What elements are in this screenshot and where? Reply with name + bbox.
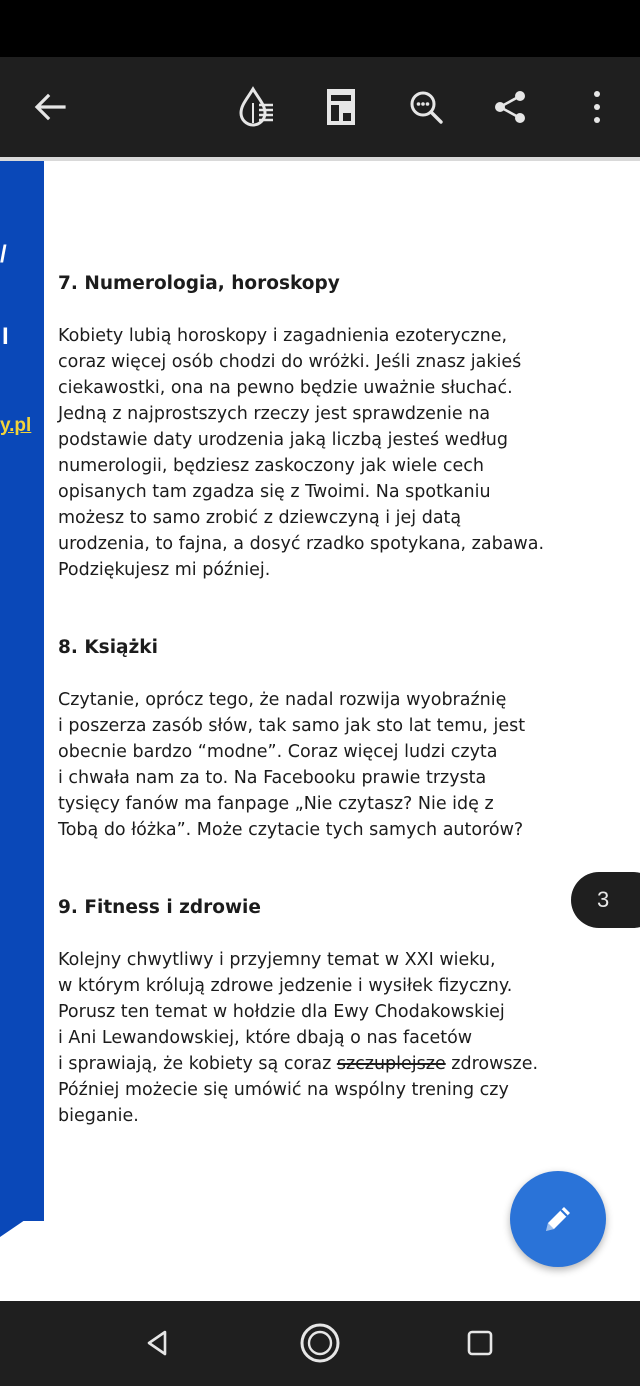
sidebar-band — [0, 161, 44, 1221]
text-after-strike: zdrowsze. — [445, 1054, 539, 1074]
system-nav-bar — [0, 1301, 640, 1386]
share-button[interactable] — [482, 79, 538, 135]
reading-mode-button[interactable] — [229, 79, 285, 135]
text-line: tysięcy fanów ma fanpage „Nie czytasz? Nie idę z — [58, 794, 494, 814]
nav-recents-square-icon — [466, 1329, 494, 1357]
text-line: Kolejny chwytliwy i przyjemny temat w XXI wieku, — [58, 950, 496, 970]
text-line: i poszerza zasób słów, tak samo jak sto lat temu, jest — [58, 716, 526, 736]
text-line: podstawie daty urodzenia jaką liczbą jesteś według — [58, 430, 509, 450]
more-vert-icon — [591, 89, 603, 125]
section-heading: 7. Numerologia, horoskopy — [58, 273, 340, 294]
page-number: 3 — [597, 887, 610, 912]
text-line: Później możecie się umówić na wspólny trening czy — [58, 1080, 509, 1100]
text-line: opisanych tam zgadza się z Twoimi. Na spotkaniu — [58, 482, 491, 502]
page-layout-icon — [321, 85, 361, 129]
search-icon — [406, 87, 446, 127]
status-bar — [0, 0, 640, 57]
document-text — [58, 271, 618, 1129]
text-line: Kobiety lubią horoskopy i zagadnienia ezoteryczne, — [58, 326, 508, 346]
nav-home-button[interactable] — [292, 1315, 348, 1371]
more-options-button[interactable] — [569, 79, 625, 135]
text-line: coraz więcej osób chodzi do wróżki. Jeśli znasz jakieś — [58, 352, 522, 372]
page-indicator — [571, 872, 640, 928]
text-line: Porusz ten temat w hołdzie dla Ewy Chodakowskiej — [58, 1002, 505, 1022]
text-line: Jedną z najprostszych rzeczy jest sprawdzenie na — [58, 404, 491, 424]
nav-back-button[interactable] — [130, 1315, 186, 1371]
band-glyph-mid: I — [2, 323, 9, 350]
sidebar-band-tip — [0, 1207, 44, 1237]
edit-fab-button[interactable] — [510, 1171, 606, 1267]
text-line: i chwała nam za to. Na Facebooku prawie trzysta — [58, 768, 487, 788]
page-layout-button[interactable] — [313, 79, 369, 135]
text-line: bieganie. — [58, 1106, 139, 1126]
section-heading: 9. Fitness i zdrowie — [58, 897, 261, 918]
section-heading: 8. Książki — [58, 637, 158, 658]
drop-lines-icon — [233, 83, 281, 131]
nav-recents-button[interactable] — [452, 1315, 508, 1371]
search-button[interactable] — [398, 79, 454, 135]
text-line: Czytanie, oprócz tego, że nadal rozwija wyobraźnię — [58, 690, 507, 710]
text-line: numerologii, będziesz zaskoczony jak wiele cech — [58, 456, 484, 476]
band-glyph-top: / — [0, 241, 7, 268]
arrow-left-icon — [32, 89, 68, 125]
text-line: urodzenia, to fajna, a dosyć rzadko spotykana, zabawa. — [58, 534, 545, 554]
text-line: Tobą do łóżka”. Może czytacie tych samych autorów? — [58, 820, 524, 840]
share-icon — [491, 88, 529, 126]
text-line: ciekawostki, ona na pewno będzie uważnie słuchać. — [58, 378, 513, 398]
document-page[interactable] — [0, 161, 640, 1301]
text-line: i Ani Lewandowskiej, które dbają o nas facetów — [58, 1028, 473, 1048]
pencil-edit-icon — [538, 1199, 578, 1239]
text-line: w którym królują zdrowe jedzenie i wysiłek fizyczny. — [58, 976, 513, 996]
back-button[interactable] — [22, 79, 78, 135]
text-line: Podziękujesz mi później. — [58, 560, 271, 580]
text-line: obecnie bardzo “modne”. Coraz więcej ludzi czyta — [58, 742, 498, 762]
text-line: możesz to samo zrobić z dziewczyną i jej datą — [58, 508, 462, 528]
nav-home-circle-icon — [299, 1322, 341, 1364]
band-link[interactable]: y.pl — [0, 415, 32, 436]
top-toolbar — [0, 57, 640, 157]
struck-word: szczuplejsze — [336, 1054, 446, 1074]
text-before-strike: i sprawiają, że kobiety są coraz — [58, 1054, 337, 1074]
nav-back-triangle-icon — [143, 1328, 173, 1358]
text-line-with-strikethrough — [58, 1051, 618, 1077]
